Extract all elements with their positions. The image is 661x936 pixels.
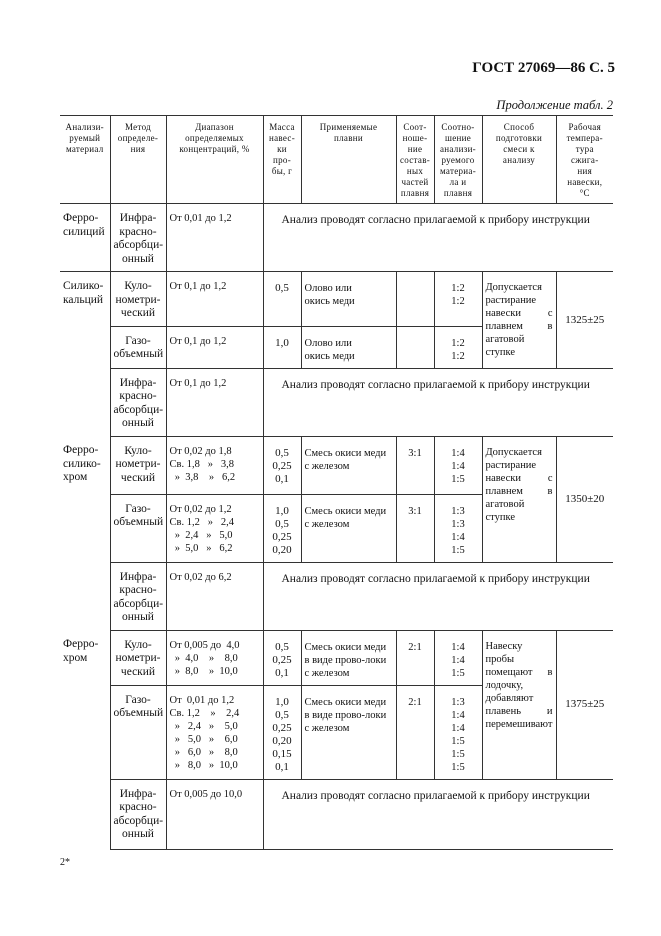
preparation-cell: Допускается растирание навески с плавнем в агатовой ступке (482, 272, 556, 369)
mass-cell: 0,5 (263, 272, 301, 327)
instruction-note: Анализ проводят согласно прилагаемой к прибору инструкции (263, 562, 613, 630)
temperature-cell: 1350±20 (556, 436, 613, 562)
flux-ratio-cell: 2:1 (396, 685, 434, 779)
preparation-cell: Навеску пробы помещают в лодочку, добавляют плавень и перемешивают (482, 630, 556, 779)
method-cell: Газо- объемный (110, 494, 166, 562)
table-row (60, 272, 613, 327)
ratio-cell: 1:2 1:2 (434, 272, 482, 327)
table-row (60, 204, 613, 272)
material-cell: Ферро- силико- хром (60, 436, 110, 630)
range-cell: От 0,02 до 1,8 Св. 1,8 » 3,8 » 3,8 » 6,2 (166, 436, 263, 494)
mass-cell: 0,5 0,25 0,1 (263, 436, 301, 494)
preparation-cell: Допускается растирание навески с плавнем в агатовой ступке (482, 436, 556, 562)
mass-cell: 0,5 0,25 0,1 (263, 630, 301, 685)
ratio-cell: 1:4 1:4 1:5 (434, 630, 482, 685)
method-cell: Куло- нометри- ческий (110, 272, 166, 327)
flux-ratio-cell: 2:1 (396, 630, 434, 685)
flux-cell: Смесь окиси меди с железом (301, 494, 396, 562)
col-header-flux-ratio: Соот- ноше- ние состав- ных частей плавня (396, 116, 434, 204)
table-row (60, 436, 613, 494)
ratio-cell: 1:3 1:4 1:4 1:5 1:5 1:5 (434, 685, 482, 779)
range-cell: От 0,01 до 1,2 (166, 204, 263, 272)
mass-cell: 1,0 (263, 326, 301, 368)
table-row (60, 630, 613, 685)
range-cell: От 0,005 до 10,0 (166, 779, 263, 849)
standard-header: ГОСТ 27069—86 С. 5 (472, 60, 615, 76)
table-row (60, 779, 613, 849)
method-cell: Инфра- красно- абсорбци- онный (110, 368, 166, 436)
range-cell: От 0,1 до 1,2 (166, 368, 263, 436)
ratio-cell: 1:4 1:4 1:5 (434, 436, 482, 494)
col-header-mass: Масса навес- ки про- бы, г (263, 116, 301, 204)
range-cell: От 0,1 до 1,2 (166, 326, 263, 368)
group-silicocalcium (60, 272, 613, 437)
method-cell: Инфра- красно- абсорбци- онный (110, 562, 166, 630)
temperature-cell: 1325±25 (556, 272, 613, 369)
method-cell: Инфра- красно- абсорбци- онный (110, 204, 166, 272)
flux-ratio-cell (396, 272, 434, 327)
flux-ratio-cell (396, 326, 434, 368)
flux-ratio-cell: 3:1 (396, 436, 434, 494)
mass-cell: 1,0 0,5 0,25 0,20 0,15 0,1 (263, 685, 301, 779)
mass-cell: 1,0 0,5 0,25 0,20 (263, 494, 301, 562)
col-header-flux: Применяемые плавни (301, 116, 396, 204)
table-continuation-label: Продолжение табл. 2 (496, 98, 613, 112)
flux-cell: Смесь окиси меди с железом (301, 436, 396, 494)
temperature-cell: 1375±25 (556, 630, 613, 779)
range-cell: От 0,01 до 1,2 Св. 1,2 » 2,4 » 2,4 » 5,0 » 5,0 » 6,0 » 6,0 » 8,0 » 8,0 » 10,0 (166, 685, 263, 779)
col-header-material: Анализи- руемый материал (60, 116, 110, 204)
method-cell: Инфра- красно- абсорбци- онный (110, 779, 166, 849)
instruction-note: Анализ проводят согласно прилагаемой к прибору инструкции (263, 204, 613, 272)
col-header-preparation: Способ подготовки смеси к анализу (482, 116, 556, 204)
ratio-cell: 1:2 1:2 (434, 326, 482, 368)
table-row (60, 368, 613, 436)
instruction-note: Анализ проводят согласно прилагаемой к прибору инструкции (263, 368, 613, 436)
col-header-material-flux-ratio: Соотно- шение анализи- руемого материа- ла и плавня (434, 116, 482, 204)
table-row (60, 562, 613, 630)
range-cell: От 0,005 до 4,0 » 4,0 » 8,0 » 8,0 » 10,0 (166, 630, 263, 685)
material-cell: Ферро- силиций (60, 204, 110, 272)
method-cell: Газо- объемный (110, 326, 166, 368)
method-cell: Куло- нометри- ческий (110, 630, 166, 685)
flux-ratio-cell: 3:1 (396, 494, 434, 562)
concentration-methods-table (60, 115, 613, 850)
material-cell: Ферро- хром (60, 630, 110, 849)
group-ferrosilicochrome (60, 436, 613, 630)
page-mark: 2* (60, 857, 70, 868)
range-cell: От 0,1 до 1,2 (166, 272, 263, 327)
range-cell: От 0,02 до 1,2 Св. 1,2 » 2,4 » 2,4 » 5,0 » 5,0 » 6,2 (166, 494, 263, 562)
table-header-row (60, 116, 613, 204)
col-header-method: Метод определе- ния (110, 116, 166, 204)
ratio-cell: 1:3 1:3 1:4 1:5 (434, 494, 482, 562)
group-ferrochrome (60, 630, 613, 849)
range-cell: От 0,02 до 6,2 (166, 562, 263, 630)
col-header-temperature: Рабочая темпера- тура сжига- ния навески, °С (556, 116, 613, 204)
flux-cell: Олово или окись меди (301, 272, 396, 327)
flux-cell: Олово или окись меди (301, 326, 396, 368)
col-header-range: Диапазон определяемых концентраций, % (166, 116, 263, 204)
flux-cell: Смесь окиси меди в виде прово-локи с железом (301, 685, 396, 779)
method-cell: Куло- нометри- ческий (110, 436, 166, 494)
instruction-note: Анализ проводят согласно прилагаемой к прибору инструкции (263, 779, 613, 849)
method-cell: Газо- объемный (110, 685, 166, 779)
group-ferrosilicon (60, 204, 613, 272)
flux-cell: Смесь окиси меди в виде прово-локи с железом (301, 630, 396, 685)
material-cell: Силико- кальций (60, 272, 110, 437)
